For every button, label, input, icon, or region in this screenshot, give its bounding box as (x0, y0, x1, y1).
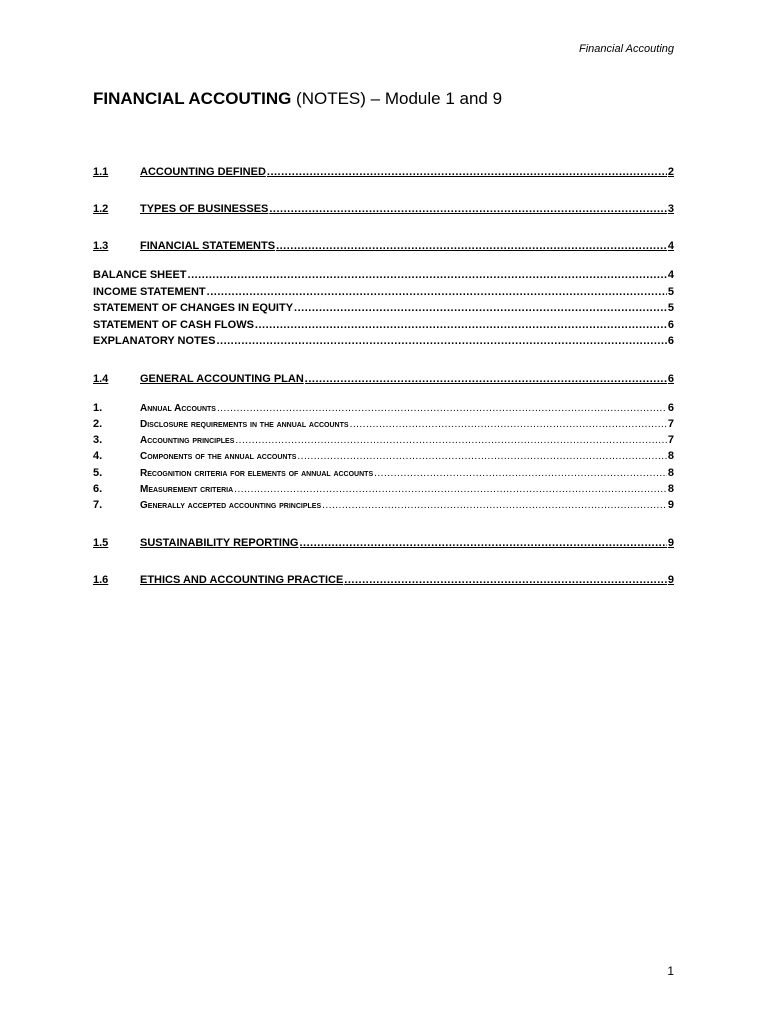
dot-leader (322, 498, 667, 513)
toc-entry-accounting-principles[interactable] (93, 432, 674, 448)
toc-entry-number: 2. (93, 417, 103, 430)
toc-entry-page: 9 (667, 536, 674, 549)
toc-entry-number: 1.5 (93, 536, 109, 549)
toc-entry-number: 1.3 (93, 240, 109, 252)
toc-entry-recognition-criteria[interactable] (93, 465, 674, 481)
toc-entry-text: EXPLANATORY NOTES (93, 335, 216, 347)
toc-entry-page: 9 (667, 573, 674, 586)
toc-entry-text: INCOME STATEMENT (93, 285, 206, 298)
toc-entry-page: 8 (667, 482, 674, 495)
toc-entry-text: Recognition criteria for elements of annual accounts (140, 467, 374, 479)
toc-entry-gaap[interactable] (93, 497, 674, 513)
toc-entry-text: ETHICS AND ACCOUNTING PRACTICE (140, 573, 344, 586)
toc-entry-text: SUSTAINABILITY REPORTING (140, 536, 299, 549)
toc-entry-text: ACCOUNTING DEFINED (140, 166, 266, 178)
document-title-bold: FINANCIAL ACCOUTING (93, 89, 292, 108)
toc-entry-page: 8 (667, 450, 674, 463)
dot-leader (305, 371, 667, 387)
toc-entry-number: 1.4 (93, 372, 109, 385)
dot-leader (300, 535, 667, 551)
toc-entry-1-3[interactable] (93, 238, 674, 254)
dot-leader (216, 333, 666, 350)
toc-entry-page: 5 (667, 302, 674, 314)
toc-entry-page: 4 (667, 269, 674, 281)
document-title-rest: (NOTES) – Module 1 and 9 (291, 89, 503, 108)
toc-entry-page: 2 (667, 166, 674, 178)
dot-leader (235, 433, 666, 448)
dot-leader (255, 317, 667, 334)
dot-leader (269, 201, 667, 217)
document-title (93, 89, 502, 109)
running-header: Financial Accouting (579, 43, 674, 55)
toc-entry-disclosure-requirements[interactable] (93, 416, 674, 432)
toc-entry-components[interactable] (93, 448, 674, 464)
dot-leader (267, 164, 667, 180)
toc-entry-page: 3 (667, 203, 674, 215)
toc-entry-changes-in-equity[interactable] (93, 300, 674, 317)
dot-leader (207, 284, 667, 301)
toc-entry-page: 7 (667, 417, 674, 430)
dot-leader (297, 449, 666, 464)
toc-entry-page: 9 (667, 499, 674, 512)
toc-entry-text: STATEMENT OF CHANGES IN EQUITY (93, 302, 294, 314)
toc-entry-income-statement[interactable] (93, 284, 674, 301)
toc-entry-text: STATEMENT OF CASH FLOWS (93, 318, 254, 331)
toc-entry-page: 4 (667, 240, 674, 252)
toc-entry-text: GENERAL ACCOUNTING PLAN (140, 372, 304, 385)
toc-entry-page: 8 (667, 466, 674, 479)
toc-entry-number: 1.1 (93, 166, 109, 178)
toc-entry-text: Components of the annual accounts (140, 451, 297, 463)
toc-entry-page: 7 (667, 434, 674, 447)
toc-entry-text: Annual Accounts (140, 402, 216, 414)
toc-entry-page: 6 (667, 318, 674, 331)
toc-entry-1-1[interactable] (93, 164, 674, 180)
toc-entry-page: 6 (667, 335, 674, 347)
toc-entry-number: 5. (93, 466, 103, 479)
toc-entry-text: Accounting principles (140, 435, 235, 447)
toc-entry-measurement-criteria[interactable] (93, 481, 674, 497)
toc-entry-text: TYPES OF BUSINESSES (140, 203, 269, 215)
toc-entry-number: 4. (93, 450, 103, 463)
toc-entry-page: 5 (667, 285, 674, 298)
toc-entry-text: BALANCE SHEET (93, 269, 187, 281)
toc-entry-number: 7. (93, 499, 103, 512)
dot-leader (234, 482, 667, 497)
toc-entry-text: FINANCIAL STATEMENTS (140, 240, 276, 252)
dot-leader (217, 401, 667, 416)
toc-entry-annual-accounts[interactable] (93, 400, 674, 416)
toc-entry-text: Measurement criteria (140, 483, 234, 495)
toc-entry-text: Disclosure requirements in the annual accounts (140, 418, 349, 430)
toc-entry-balance-sheet[interactable] (93, 267, 674, 284)
toc-entry-1-4[interactable] (93, 371, 674, 387)
toc-entry-1-5[interactable] (93, 535, 674, 551)
toc-entry-1-2[interactable] (93, 201, 674, 217)
dot-leader (350, 417, 667, 432)
dot-leader (294, 300, 667, 317)
dot-leader (374, 466, 667, 481)
toc-entry-explanatory-notes[interactable] (93, 333, 674, 350)
toc-entry-cash-flows[interactable] (93, 317, 674, 334)
toc-entry-number: 6. (93, 482, 103, 495)
dot-leader (344, 572, 667, 588)
page-number: 1 (667, 964, 674, 978)
toc-entry-number: 3. (93, 434, 103, 447)
dot-leader (276, 238, 667, 254)
toc-entry-text: Generally accepted accounting principles (140, 500, 322, 512)
toc-entry-page: 6 (667, 401, 674, 414)
toc-entry-number: 1.2 (93, 203, 109, 215)
toc-entry-1-6[interactable] (93, 572, 674, 588)
toc-entry-number: 1. (93, 401, 103, 414)
table-of-contents (93, 164, 674, 588)
dot-leader (188, 267, 667, 284)
toc-entry-number: 1.6 (93, 573, 109, 586)
toc-entry-page: 6 (667, 372, 674, 385)
